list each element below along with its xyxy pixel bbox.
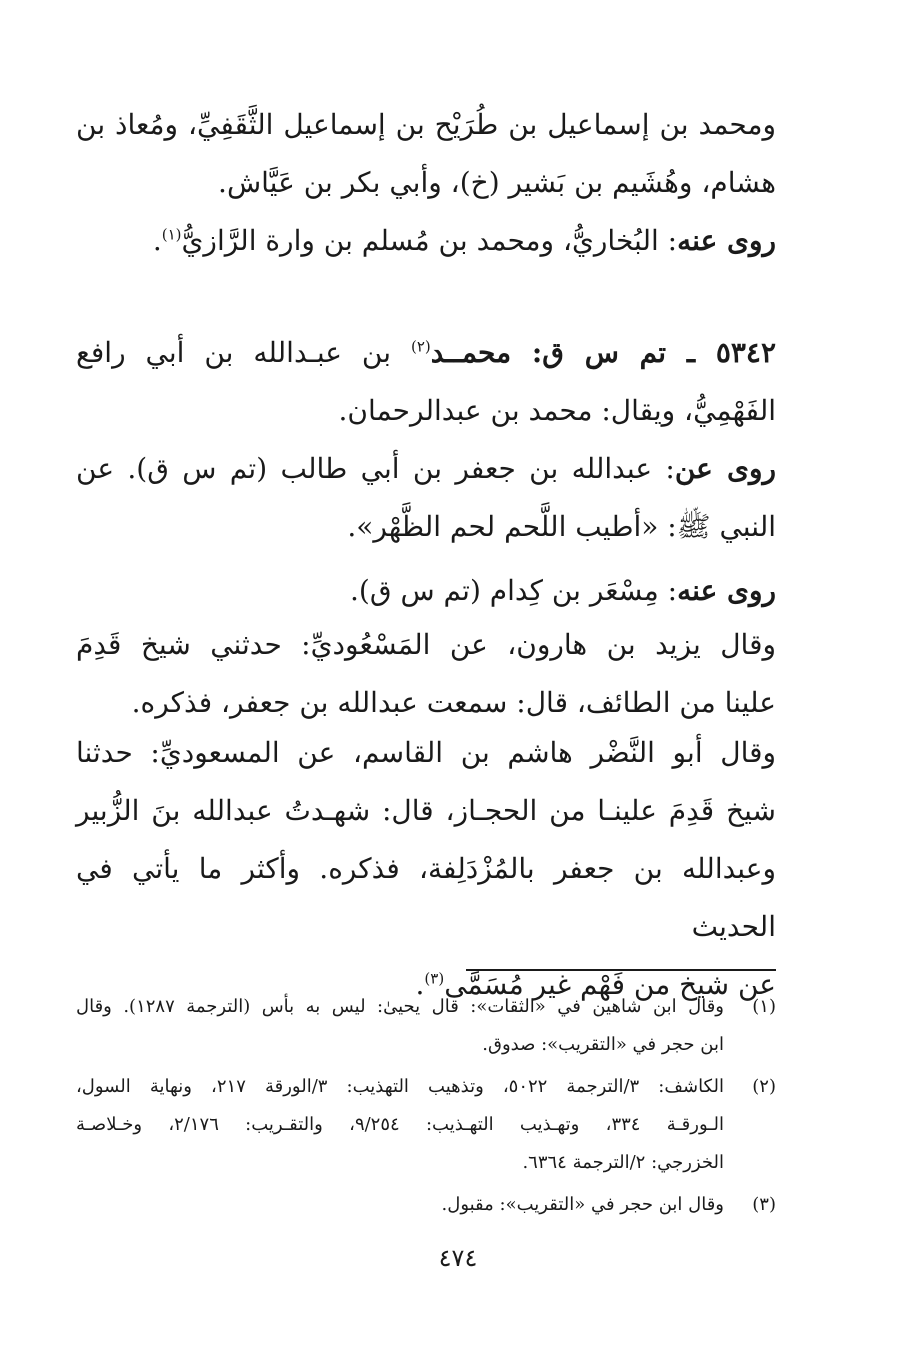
section-lead: روى عن [674,452,776,485]
entry-name-text: بن عبـدالله بن أبي رافع [76,336,411,369]
entry-heading-line [76,324,776,382]
report-paragraph [76,616,776,732]
footnote-2 [76,1068,776,1182]
footnote-ref-1[interactable]: (١) [161,225,182,244]
paragraph-continuation [76,96,776,212]
footnote-number: (٣) [752,1194,776,1215]
paragraph-text: : عبدالله بن جعفر بن أبي طالب (تم س ق). عن [76,452,675,485]
footnote-ref-2[interactable]: (٢) [410,337,431,356]
punctuation: . [415,968,425,1001]
footnote-3 [76,1186,776,1224]
text-line: وعبدالله بن جعفر بالمُزْدَلِفة، فذكره. وأكثر ما يأتي في الحديث [76,852,776,943]
text-line: الفَهْمِيُّ، ويقال: محمد بن عبدالرحمان. [338,394,776,427]
text-line: وقال أبو النَّضْر هاشم بن القاسم، عن المسعوديِّ: حدثنا [76,736,776,769]
paragraph-text: : البُخاريُّ، ومحمد بن مُسلم بن وارة الرَّازيُّ [181,224,678,257]
footnote-line: الخزرجي: ٢/الترجمة ٦٣٦٤. [522,1152,724,1173]
footnote-ref-3[interactable]: (٣) [424,969,445,988]
footnote-line: الـورقـة ٣٣٤، وتهـذيب التهـذيب: ٩/٢٥٤، والتقـريب: ٢/١٧٦، وخـلاصـة [76,1114,725,1135]
footnotes [76,988,776,1228]
entry-heading: ٥٣٤٢ ـ تم س ق: محمــد [430,336,776,369]
footnote-1 [76,988,776,1064]
text-line [76,562,776,620]
narrators-from-him-paragraph [76,562,776,620]
text-line: علينا من الطائف، قال: سمعت عبدالله بن جعفر، فذكره. [131,686,776,719]
footnote-line: وقال ابن حجر في «التقريب»: مقبول. [441,1194,724,1215]
footnote-separator [466,969,776,971]
footnote-line: ابن حجر في «التقريب»: صدوق. [482,1034,724,1055]
text-line: النبي ﷺ: «أطيب اللَّحم لحم الظَّهْر». [347,510,776,543]
narrators-from-him-paragraph [76,212,776,270]
narrated-from-paragraph [76,440,776,556]
text-line [76,440,776,498]
text-line [76,212,776,270]
page-number: ٤٧٤ [438,1244,478,1272]
paragraph-text: : مِسْعَر بن كِدام (تم س ق). [350,574,678,607]
text-line: ومحمد بن إسماعيل بن طُرَيْح بن إسماعيل الثَّقَفِيِّ، ومُعاذ بن [76,108,776,141]
punctuation: . [152,224,162,257]
section-lead: روى عنه [677,224,776,257]
footnote-line: الكاشف: ٣/الترجمة ٥٠٢٢، وتذهيب التهذيب: ٣/الورقة ٢١٧، ونهاية السول، [76,1076,724,1097]
text-line: هشام، وهُشَيم بن بَشير (خ)، وأبي بكر بن عَيَّاش. [218,166,776,199]
text-line: شيخ قَدِمَ علينـا من الحجـاز، قال: شهـدتُ عبدالله بنَ الزُّبير [76,794,776,827]
paragraph-text: عن شيخ من فَهْم غير مُسَمَّى [444,968,776,1001]
footnote-number: (١) [752,996,776,1017]
text-line: وقال يزيد بن هارون، عن المَسْعُوديِّ: حدثني شيخ قَدِمَ [76,628,776,661]
footnote-line: وقال ابن شاهين في «الثقات»: قال يحيىٰ: ليس به بأس (الترجمة ١٢٨٧). وقال [76,996,724,1017]
footnote-number: (٢) [752,1076,776,1097]
section-lead: روى عنه [677,574,776,607]
biography-entry [76,324,776,440]
